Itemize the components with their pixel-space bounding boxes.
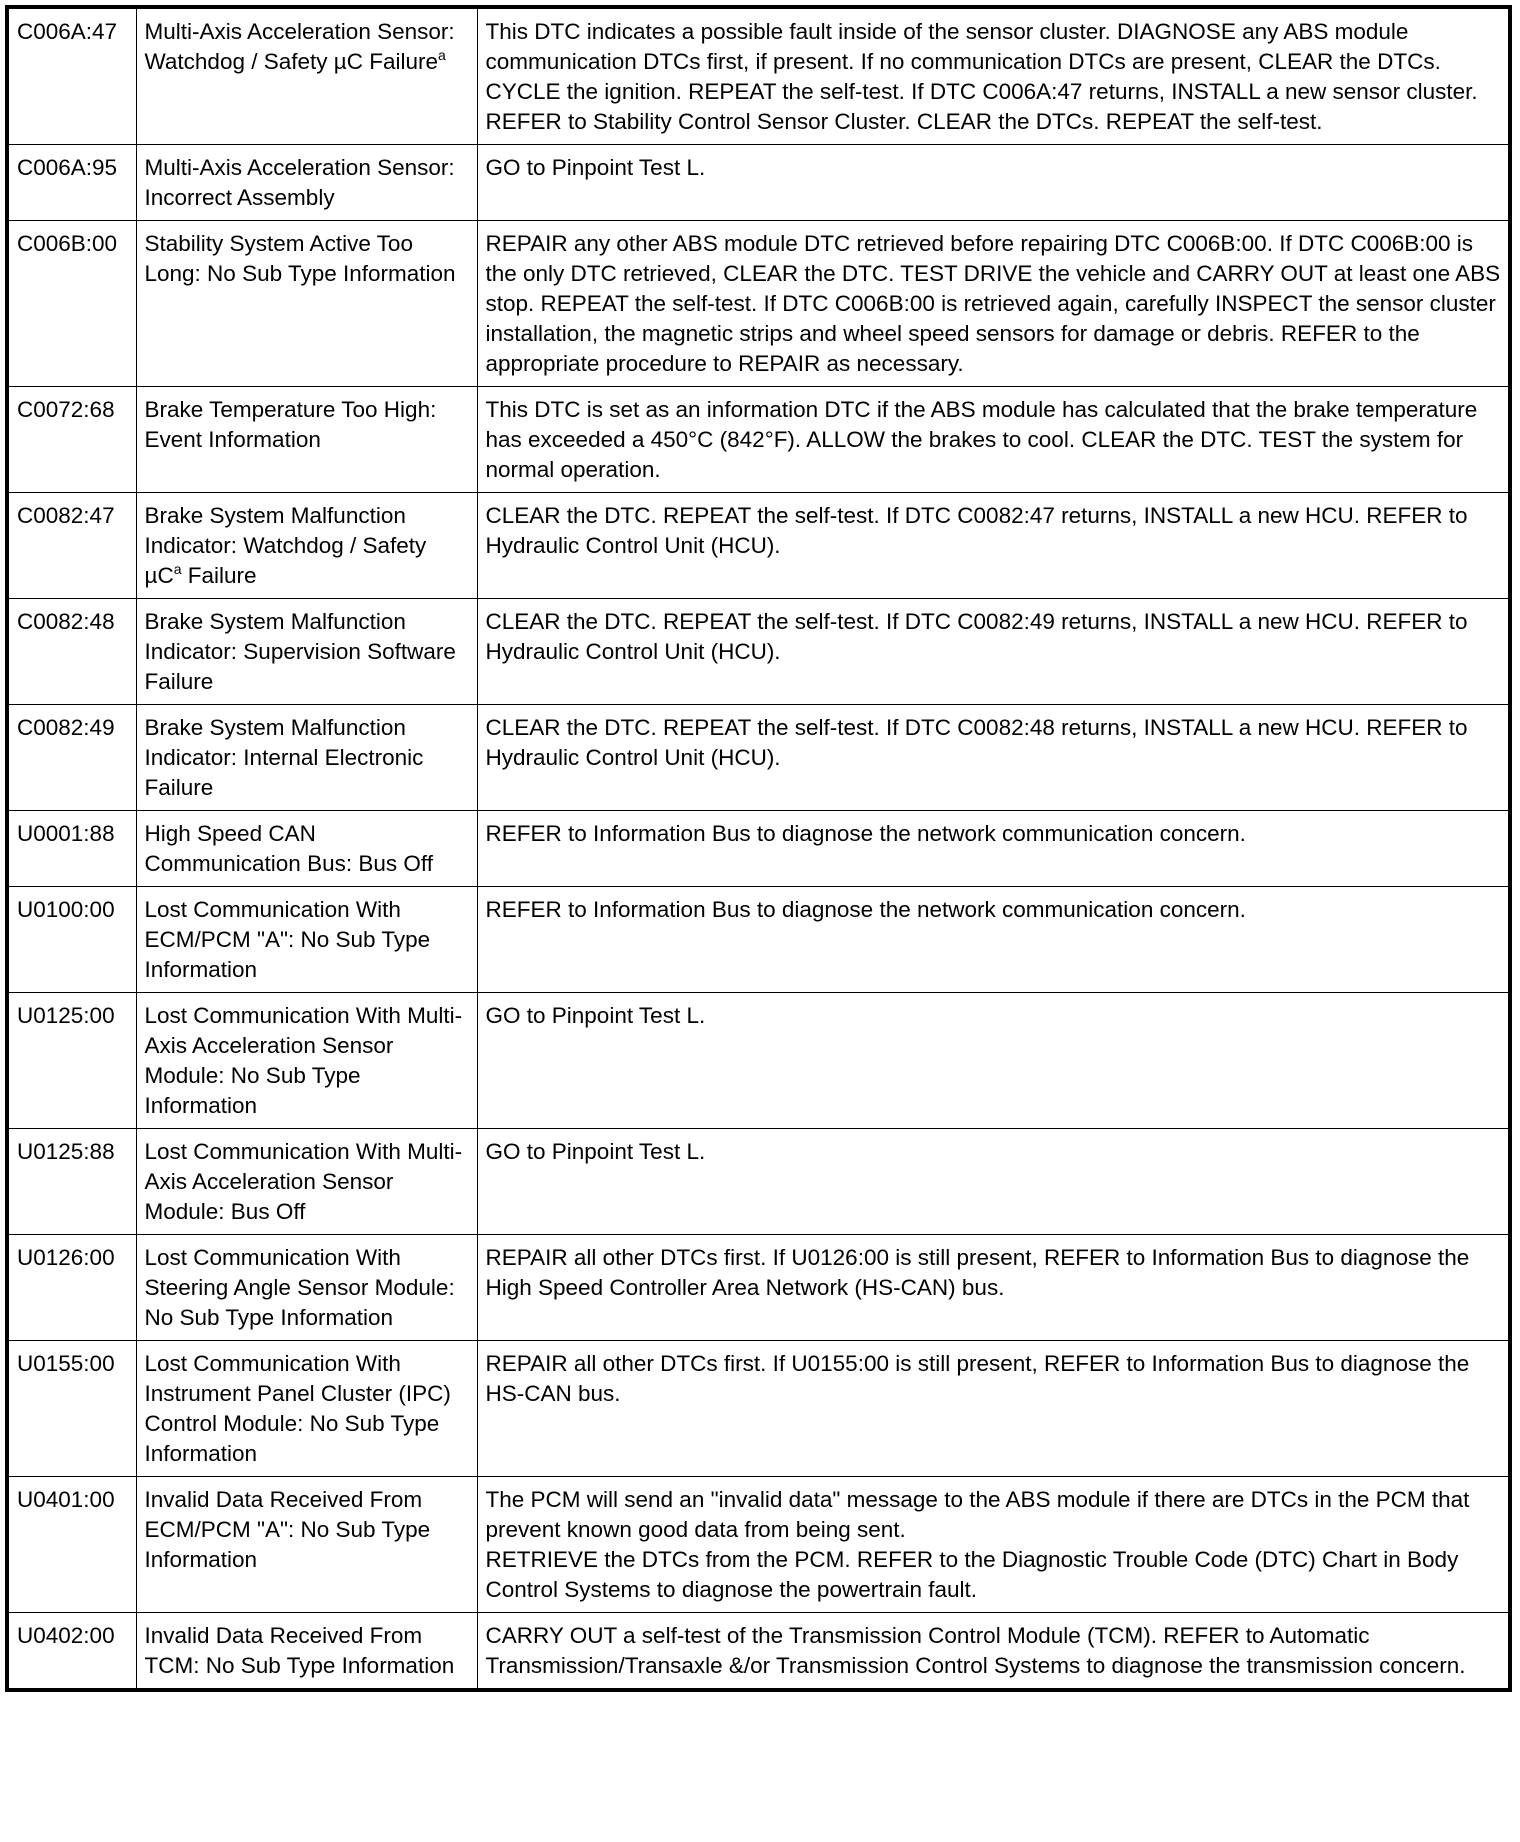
action-paragraph: REFER to Information Bus to diagnose the network communication concern. (485, 821, 1246, 846)
action-paragraph: CLEAR the DTC. REPEAT the self-test. If DTC C0082:47 returns, INSTALL a new HCU. REFER to Hydraulic Control Unit (HCU). (485, 503, 1468, 558)
description-text: Multi-Axis Acceleration Sensor: Watchdog / Safety µC Failure (144, 19, 455, 74)
table-row (7, 599, 1510, 705)
table-row (7, 993, 1510, 1129)
dtc-action (477, 811, 1510, 887)
dtc-action (477, 1477, 1510, 1613)
dtc-code: U0001:88 (7, 811, 136, 887)
table-row (7, 1477, 1510, 1613)
dtc-description (136, 1235, 477, 1341)
action-paragraph: CARRY OUT a self-test of the Transmission Control Module (TCM). REFER to Automatic Transmission/Transaxle &/or Transmission Control Systems to diagnose the transmission concern. (485, 1623, 1466, 1678)
dtc-code: C006B:00 (7, 221, 136, 387)
dtc-description (136, 705, 477, 811)
dtc-description (136, 1613, 477, 1691)
description-text: Brake System Malfunction Indicator: Internal Electronic Failure (144, 715, 424, 800)
table-row (7, 887, 1510, 993)
dtc-action (477, 221, 1510, 387)
description-text-after: Failure (181, 563, 257, 588)
dtc-action (477, 599, 1510, 705)
dtc-action (477, 1235, 1510, 1341)
description-text: Lost Communication With Steering Angle Sensor Module: No Sub Type Information (144, 1245, 455, 1330)
footnote-marker: a (438, 47, 446, 63)
action-paragraph: RETRIEVE the DTCs from the PCM. REFER to the Diagnostic Trouble Code (DTC) Chart in Body Control Systems to diagnose the powertrain fault. (485, 1547, 1459, 1602)
action-paragraph: REPAIR all other DTCs first. If U0126:00 is still present, REFER to Information Bus to diagnose the High Speed Controller Area Network (HS-CAN) bus. (485, 1245, 1470, 1300)
table-row (7, 705, 1510, 811)
action-paragraph: REFER to Information Bus to diagnose the network communication concern. (485, 897, 1246, 922)
dtc-description (136, 493, 477, 599)
action-paragraph: GO to Pinpoint Test L. (485, 155, 706, 180)
dtc-action (477, 887, 1510, 993)
dtc-code: C0082:49 (7, 705, 136, 811)
dtc-description (136, 221, 477, 387)
description-text: High Speed CAN Communication Bus: Bus Off (144, 821, 433, 876)
table-row (7, 145, 1510, 221)
dtc-action (477, 1129, 1510, 1235)
dtc-code: U0100:00 (7, 887, 136, 993)
dtc-table-body (7, 7, 1510, 1690)
dtc-description (136, 887, 477, 993)
dtc-action (477, 387, 1510, 493)
footnote-marker: a (173, 561, 182, 577)
dtc-code: C0072:68 (7, 387, 136, 493)
dtc-code: C0082:48 (7, 599, 136, 705)
dtc-description (136, 7, 477, 145)
table-row (7, 1235, 1510, 1341)
dtc-description (136, 599, 477, 705)
description-text: Lost Communication With Multi-Axis Acceleration Sensor Module: No Sub Type Information (144, 1003, 463, 1118)
dtc-action (477, 1613, 1510, 1691)
description-text: Lost Communication With ECM/PCM "A": No Sub Type Information (144, 897, 431, 982)
table-row (7, 1613, 1510, 1691)
table-row (7, 221, 1510, 387)
description-text: Lost Communication With Multi-Axis Acceleration Sensor Module: Bus Off (144, 1139, 463, 1224)
description-text: Lost Communication With Instrument Panel Cluster (IPC) Control Module: No Sub Type Information (144, 1351, 451, 1466)
dtc-description (136, 145, 477, 221)
description-text: Invalid Data Received From TCM: No Sub Type Information (144, 1623, 455, 1678)
dtc-code: C006A:95 (7, 145, 136, 221)
dtc-code: U0402:00 (7, 1613, 136, 1691)
dtc-code: C0082:47 (7, 493, 136, 599)
action-paragraph: GO to Pinpoint Test L. (485, 1139, 706, 1164)
table-row (7, 1341, 1510, 1477)
table-row (7, 387, 1510, 493)
dtc-description (136, 1477, 477, 1613)
dtc-description (136, 811, 477, 887)
table-row (7, 811, 1510, 887)
action-paragraph: REPAIR any other ABS module DTC retrieved before repairing DTC C006B:00. If DTC C006B:00 is the only DTC retrieved, CLEAR the DTC. TEST DRIVE the vehicle and CARRY OUT at least one ABS stop. REPEAT the self-test. If DTC C006B:00 is retrieved again, carefully INSPECT the sensor cluster installation, the magnetic strips and wheel speed sensors for damage or debris. REFER to the appropriate procedure to REPAIR as necessary. (485, 231, 1501, 376)
action-paragraph: This DTC indicates a possible fault inside of the sensor cluster. DIAGNOSE any ABS module communication DTCs first, if present. If no communication DTCs are present, CLEAR the DTCs. CYCLE the ignition. REPEAT the self-test. If DTC C006A:47 returns, INSTALL a new sensor cluster. REFER to Stability Control Sensor Cluster. CLEAR the DTCs. REPEAT the self-test. (485, 19, 1478, 134)
dtc-description (136, 1129, 477, 1235)
table-row (7, 7, 1510, 145)
description-text: Invalid Data Received From ECM/PCM "A": No Sub Type Information (144, 1487, 431, 1572)
dtc-action (477, 7, 1510, 145)
action-paragraph: CLEAR the DTC. REPEAT the self-test. If DTC C0082:48 returns, INSTALL a new HCU. REFER to Hydraulic Control Unit (HCU). (485, 715, 1468, 770)
dtc-table (5, 5, 1512, 1692)
action-paragraph: This DTC is set as an information DTC if the ABS module has calculated that the brake temperature has exceeded a 450°C (842°F). ALLOW the brakes to cool. CLEAR the DTC. TEST the system for normal operation. (485, 397, 1478, 482)
dtc-code: C006A:47 (7, 7, 136, 145)
description-text: Stability System Active Too Long: No Sub Type Information (144, 231, 456, 286)
dtc-code: U0125:00 (7, 993, 136, 1129)
action-paragraph: The PCM will send an "invalid data" message to the ABS module if there are DTCs in the PCM that prevent known good data from being sent. (485, 1487, 1470, 1542)
description-text: Brake System Malfunction Indicator: Supervision Software Failure (144, 609, 456, 694)
dtc-description (136, 1341, 477, 1477)
description-text: Brake System Malfunction Indicator: Watchdog / Safety µC (144, 503, 427, 588)
dtc-action (477, 1341, 1510, 1477)
action-paragraph: REPAIR all other DTCs first. If U0155:00 is still present, REFER to Information Bus to diagnose the HS-CAN bus. (485, 1351, 1470, 1406)
description-text: Brake Temperature Too High: Event Information (144, 397, 437, 452)
dtc-code: U0125:88 (7, 1129, 136, 1235)
action-paragraph: GO to Pinpoint Test L. (485, 1003, 706, 1028)
dtc-action (477, 145, 1510, 221)
dtc-action (477, 493, 1510, 599)
dtc-code: U0401:00 (7, 1477, 136, 1613)
table-row (7, 493, 1510, 599)
dtc-description (136, 993, 477, 1129)
dtc-code: U0155:00 (7, 1341, 136, 1477)
dtc-code: U0126:00 (7, 1235, 136, 1341)
dtc-action (477, 705, 1510, 811)
table-row (7, 1129, 1510, 1235)
dtc-action (477, 993, 1510, 1129)
action-paragraph: CLEAR the DTC. REPEAT the self-test. If DTC C0082:49 returns, INSTALL a new HCU. REFER to Hydraulic Control Unit (HCU). (485, 609, 1468, 664)
dtc-description (136, 387, 477, 493)
description-text: Multi-Axis Acceleration Sensor: Incorrect Assembly (144, 155, 455, 210)
